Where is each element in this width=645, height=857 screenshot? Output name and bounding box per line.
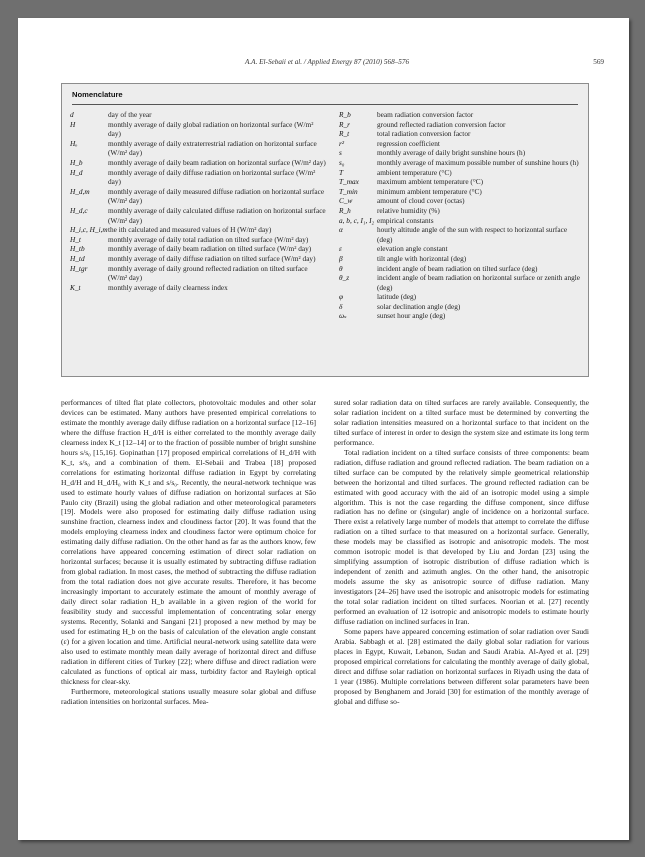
- nomenclature-entry: [62, 254, 332, 264]
- nomenclature-symbol: T_min: [339, 186, 358, 196]
- nomenclature-entry: [337, 311, 587, 321]
- nomenclature-definition: day of the year: [108, 110, 152, 119]
- nomenclature-definition: empirical constants: [377, 215, 434, 225]
- nomenclature-symbol: β: [339, 253, 343, 263]
- journal-citation: A.A. El-Sebaii et al. / Applied Energy 87 (2010) 568–576: [245, 58, 410, 66]
- nomenclature-definition: ambient temperature (°C): [377, 167, 452, 177]
- nomenclature-definition: monthly average of daily calculated diffuse radiation on horizontal surface (W/m² day): [108, 205, 326, 225]
- nomenclature-title: Nomenclature: [72, 90, 123, 99]
- document-page: [18, 18, 629, 840]
- nomenclature-definition: monthly average of daily bright sunshine hours (h): [377, 148, 526, 158]
- nomenclature-entry: [337, 148, 587, 158]
- nomenclature-entry: [337, 225, 587, 244]
- nomenclature-entry: [62, 110, 332, 120]
- nomenclature-entry: [62, 244, 332, 254]
- nomenclature-definition: monthly average of daily measured diffuse radiation on horizontal surface (W/m² day): [108, 186, 325, 206]
- body-paragraph: Furthermore, meteorological stations usually measure solar global and diffuse radiation intensities on horizontal surfaces. Mea-: [61, 686, 316, 706]
- nomenclature-symbol: H: [70, 119, 76, 129]
- nomenclature-entry: [62, 235, 332, 245]
- nomenclature-symbol: H_tgr: [70, 263, 88, 273]
- nomenclature-entry: [337, 196, 587, 206]
- nomenclature-symbol: α: [339, 225, 343, 235]
- nomenclature-entry: [337, 273, 587, 292]
- nomenclature-definition: minimum ambient temperature (°C): [377, 186, 482, 196]
- nomenclature-symbol: R_r: [339, 119, 350, 129]
- nomenclature-definition: incident angle of beam radiation on tilted surface (deg): [377, 263, 538, 273]
- nomenclature-definition: monthly average of daily diffuse radiation on tilted surface (W/m² day): [108, 253, 316, 263]
- nomenclature-definition: monthly average of daily beam radiation on tilted surface (W/m² day): [108, 244, 312, 254]
- nomenclature-entry: [62, 139, 332, 158]
- nomenclature-symbol: θ_z: [339, 273, 350, 283]
- nomenclature-definition: sunset hour angle (deg): [377, 311, 446, 321]
- nomenclature-symbol: H_i,c, H_i,m: [70, 225, 108, 235]
- nomenclature-entry: [62, 264, 332, 283]
- nomenclature-symbol: H_t: [70, 234, 81, 244]
- nomenclature-definition: maximum ambient temperature (°C): [377, 177, 484, 187]
- nomenclature-entry: [337, 110, 587, 120]
- body-column-left: [61, 398, 316, 707]
- nomenclature-entry: [337, 216, 587, 226]
- nomenclature-symbol: Hₒ: [70, 138, 78, 148]
- nomenclature-symbol: K_t: [70, 282, 81, 292]
- nomenclature-symbol: d: [70, 110, 74, 119]
- nomenclature-definition: monthly average of daily extraterrestrial radiation on horizontal surface (W/m² day): [108, 138, 317, 158]
- nomenclature-entry: [62, 225, 332, 235]
- nomenclature-entry: [62, 206, 332, 225]
- nomenclature-definition: incident angle of beam radiation on horizontal surface or zenith angle (deg): [377, 273, 581, 292]
- nomenclature-entry: [337, 206, 587, 216]
- nomenclature-definition: monthly average of daily clearness index: [108, 282, 228, 292]
- nomenclature-entry: [337, 120, 587, 130]
- nomenclature-symbol: H_d,c: [70, 205, 88, 215]
- nomenclature-definition: monthly average of daily diffuse radiation on horizontal surface (W/m² day): [108, 167, 316, 187]
- nomenclature-definition: the ith calculated and measured values of H (W/m² day): [108, 225, 272, 235]
- nomenclature-symbol: H_b: [70, 157, 83, 167]
- nomenclature-entry: [337, 254, 587, 264]
- nomenclature-definition: beam radiation conversion factor: [377, 110, 474, 119]
- nomenclature-entry: [337, 187, 587, 197]
- nomenclature-entry: [337, 177, 587, 187]
- nomenclature-entry: [337, 292, 587, 302]
- nomenclature-definition: monthly average of daily beam radiation on horizontal surface (W/m² day): [108, 157, 326, 167]
- nomenclature-right-column: [337, 110, 587, 321]
- nomenclature-definition: latitude (deg): [377, 292, 417, 302]
- nomenclature-symbol: s₀: [339, 157, 345, 167]
- nomenclature-definition: relative humidity (%): [377, 205, 440, 215]
- nomenclature-symbol: ε: [339, 244, 342, 254]
- nomenclature-symbol: ωₛ: [339, 311, 347, 321]
- nomenclature-entry: [337, 129, 587, 139]
- nomenclature-definition: monthly average of daily total radiation on tilted surface (W/m² day): [108, 234, 309, 244]
- nomenclature-symbol: H_tb: [70, 244, 85, 254]
- nomenclature-symbol: φ: [339, 292, 344, 302]
- nomenclature-entry: [62, 168, 332, 187]
- body-paragraph: Some papers have appeared concerning estimation of solar radiation over Saudi Arabia. Sabbagh et al. [28] estimated the daily global solar radiation for various places in Egypt, Kuwait, Lebanon, Sudan and Saudi Arabia. Al-Ayed et al. [29] proposed empirical correlations for calculating the monthly average of daily global, direct and diffuse solar radiation on horizontal surfaces in Riyadh using the data of 1 year (1986). Multiple correlations between different solar parameters have been proposed by Benghanem and Joraid [30] for estimation of the monthly average of global and diffuse so-: [334, 626, 589, 706]
- nomenclature-entry: [337, 139, 587, 149]
- nomenclature-divider: [72, 104, 578, 105]
- nomenclature-definition: regression coefficient: [377, 138, 440, 148]
- nomenclature-entry: [62, 120, 332, 139]
- nomenclature-definition: elevation angle constant: [377, 244, 448, 254]
- nomenclature-entry: [62, 158, 332, 168]
- nomenclature-symbol: C_w: [339, 196, 353, 206]
- nomenclature-entry: [337, 302, 587, 312]
- nomenclature-symbol: θ: [339, 263, 343, 273]
- nomenclature-symbol: T_max: [339, 177, 359, 187]
- nomenclature-definition: amount of cloud cover (octas): [377, 196, 465, 206]
- nomenclature-symbol: δ: [339, 301, 343, 311]
- nomenclature-entry: [62, 283, 332, 293]
- nomenclature-box: [61, 83, 589, 377]
- nomenclature-entry: [337, 168, 587, 178]
- nomenclature-symbol: r²: [339, 138, 345, 148]
- nomenclature-definition: monthly average of daily ground reflected radiation on tilted surface (W/m² day): [108, 263, 308, 283]
- nomenclature-symbol: R_t: [339, 129, 350, 139]
- page-number: 569: [593, 58, 604, 66]
- nomenclature-definition: hourly altitude angle of the sun with respect to horizontal surface (deg): [377, 225, 568, 244]
- nomenclature-symbol: s: [339, 148, 342, 158]
- body-paragraph: Total radiation incident on a tilted surface consists of three components: beam radiation, diffuse radiation and ground reflected radiation. The beam radiation on a tilted surface can be computed by the relatively simple geometrical relationship between the horizontal and tilted surfaces. The ground reflected radiation can be estimated with good accuracy with the aid of an isotropic model using a simple algorithm. This is not the case regarding the diffuse component, since diffuse radiation has no define or (singular) angle of incidence on a horizontal surface. There exist a relatively large number of models that attempt to correlate the diffuse radiation on a tilted surface to that measured on a horizontal surface. Generally, these models may be classified as isotropic and anisotropic models. The most common isotropic model is that developed by Liu and Jordan [23] using the simplifying assumption of isotropic distribution of diffuse radiation which is independent of zenith and azimuth angles. On the other hand, the anisotropic models assume the sky as anisotropic source of diffuse radiation. Many investigators [24–26] have used the isotropic and anisotropic models for estimating the total solar radiation incident on tilted surfaces. Noorian et al. [27] recently performed an evaluation of 12 isotropic and anisotropic models to estimate hourly diffuse radiation on inclined surfaces in Iran.: [334, 447, 589, 626]
- nomenclature-symbol: H_td: [70, 253, 85, 263]
- nomenclature-entry: [337, 244, 587, 254]
- body-column-right: [334, 398, 589, 707]
- nomenclature-symbol: T: [339, 167, 344, 177]
- nomenclature-entry: [62, 187, 332, 206]
- nomenclature-definition: tilt angle with horizontal (deg): [377, 253, 467, 263]
- nomenclature-definition: ground reflected radiation conversion factor: [377, 119, 506, 129]
- nomenclature-left-column: [62, 110, 332, 292]
- nomenclature-definition: solar declination angle (deg): [377, 301, 461, 311]
- nomenclature-symbol: R_h: [339, 205, 351, 215]
- nomenclature-entry: [337, 264, 587, 274]
- nomenclature-definition: monthly average of daily global radiation on horizontal surface (W/m² day): [108, 119, 314, 139]
- nomenclature-definition: monthly average of maximum possible number of sunshine hours (h): [377, 157, 579, 167]
- body-paragraph: performances of tilted flat plate collectors, photovoltaic modules and other solar devices can be estimated. Many authors have presented empirical correlations to estimate the monthly average daily diffuse radiation on a horizontal surface [12–16] where the diffuse fraction H_d/H is either correlated to the monthly average daily clearness index K_t [12–14] or to the fraction of possible number of bright sunshine hours s/s₀ [15,16]. Gopinathan [17] proposed empirical correlations of H_d/H with K_t, s/s₀ and a combination of them. El-Sebaii and Trabea [18] proposed correlations for estimating horizontal diffuse radiation in Egypt by correlating H_d/H and H_d/H₀ with K_t and s/s₀. Recently, the neural-network technique was used to estimate hourly values of diffuse radiation on horizontal surfaces at São Paulo city (Brazil) using the global radiation and other meteorological parameters [19]. Models were also proposed for estimating daily diffuse radiation using sunshine fraction, clearness index and cloudiness factor [20]. It was found that the models employing clearness index and cloudiness factor were optimum choice for estimating daily diffuse radiation. On the other hand as far as the authors know, few correlations have appeared concerning estimation of direct solar radiation on horizontal surfaces; because it is usually estimated by subtracting diffuse radiation from global radiation. In most cases, the method of subtracting the diffuse radiation from the total radiation does not give accurate results. Therefore, it has become increasingly important to accurately estimate the amount of monthly average of daily direct solar radiation H_b available in a given region of the world for feasibility study and successful implementation of concentrating solar energy systems. Recently, Solanki and Sangani [21] proposed a new method by may be used for estimating H_b on the basis of calculation of the elevation angle constant (ε) for a given location and time. Artificial neural-network using satellite data were also used to estimate monthly mean daily average of horizontal direct and diffuse radiation in different cities of Turkey [22]; where diffuse and direct radiation were calculated as functions of optical air mass, turbidity factor and Rayleigh optical thickness for clear-sky.: [61, 398, 316, 686]
- nomenclature-definition: total radiation conversion factor: [377, 129, 471, 139]
- nomenclature-symbol: H_d: [70, 167, 83, 177]
- nomenclature-symbol: R_b: [339, 110, 351, 119]
- nomenclature-symbol: a, b, c, I₁, I₂: [339, 215, 375, 225]
- body-paragraph: sured solar radiation data on tilted surfaces are rarely available. Consequently, the solar radiation incident on a tilted surface must be determined by converting the solar radiation intensities measured on a horizontal surface to that incident on the tilted surface of interest in order to design the system size and estimate its long term performance.: [334, 398, 589, 447]
- nomenclature-symbol: H_d,m: [70, 186, 90, 196]
- nomenclature-entry: [337, 158, 587, 168]
